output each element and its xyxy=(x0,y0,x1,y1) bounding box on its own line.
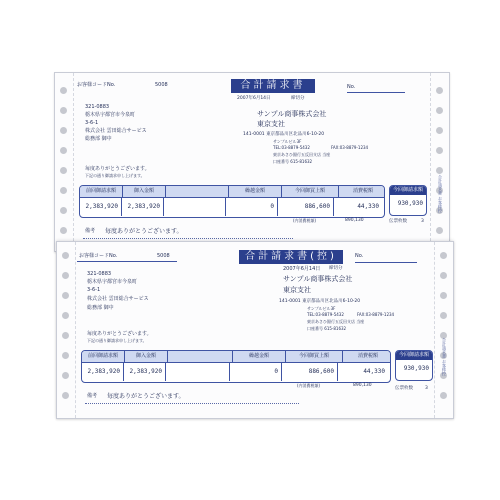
header-current-purchases: 今回御買上額 xyxy=(286,351,343,362)
feed-hole xyxy=(436,87,443,94)
feed-hole xyxy=(62,312,69,319)
recipient-address-2: 3-6-1 xyxy=(85,120,99,126)
issuer-bank: 東京あさひ銀行五反田支店 当座 xyxy=(273,152,331,157)
greeting-message: 毎度ありがとうございます。 xyxy=(87,331,152,337)
issuer-building: サンプルビル3F xyxy=(307,306,336,311)
header-previous-balance: 前回御請求額 xyxy=(80,186,123,197)
header-blank xyxy=(168,351,233,362)
issuer-fax: FAX:03-8879-1234 xyxy=(357,312,395,317)
header-blank xyxy=(166,186,229,197)
total-billed-box xyxy=(395,350,433,381)
feed-hole xyxy=(60,87,67,94)
invoice-no-line xyxy=(355,262,417,263)
customer-code: 5008 xyxy=(155,82,168,88)
value-current-purchases: 886,600 xyxy=(278,198,334,216)
issuer-address: 141-0001 東京都品川区北品川6-10-20 xyxy=(279,299,361,304)
value-previous-balance: 2,383,920 xyxy=(82,363,124,381)
invoice-no-label: No. xyxy=(347,84,356,90)
feed-hole xyxy=(436,107,443,114)
amount-table xyxy=(79,185,385,218)
feed-hole xyxy=(60,207,67,214)
feed-hole xyxy=(62,272,69,279)
feed-hole xyxy=(60,127,67,134)
remarks-label: 備考 xyxy=(87,393,98,399)
amount-table xyxy=(81,350,391,383)
remarks-line xyxy=(83,238,293,239)
value-carried-over: 0 xyxy=(226,198,278,216)
invoice-no-label: No. xyxy=(355,253,364,259)
issuer-company: サンプル商事株式会社 xyxy=(283,275,353,283)
issuer-fax: FAX:03-8879-1234 xyxy=(331,145,369,150)
feed-hole xyxy=(440,252,447,259)
header-carried-over: 繰越金額 xyxy=(229,186,282,197)
value-blank xyxy=(166,363,230,381)
value-blank xyxy=(164,198,226,216)
feed-hole xyxy=(60,167,67,174)
total-billed-label: 今回御請求額 xyxy=(390,186,426,195)
recipient-address-2: 3-6-1 xyxy=(87,287,101,293)
feed-hole xyxy=(440,392,447,399)
side-print-label: 合計請求書 お客様控 xyxy=(442,338,447,376)
issuer-building: サンプルビル3F xyxy=(273,139,302,144)
feed-hole xyxy=(436,167,443,174)
feed-hole xyxy=(62,352,69,359)
value-previous-balance: 2,383,920 xyxy=(80,198,122,216)
issuer-branch: 東京支社 xyxy=(283,286,311,294)
tax-note-value: 890,130 xyxy=(353,383,372,388)
feed-hole xyxy=(440,272,447,279)
tractor-strip-left xyxy=(55,73,74,251)
header-carried-over: 繰越金額 xyxy=(233,351,286,362)
feed-hole xyxy=(440,292,447,299)
closing-date-suffix: 締切分 xyxy=(329,266,343,271)
billing-message: 下記の通り御請求申し上げます。 xyxy=(87,338,147,343)
header-current-purchases: 今回御買上額 xyxy=(282,186,339,197)
issuer-tel: TEL:03-8879-5432 xyxy=(307,312,344,317)
customer-code-line xyxy=(77,261,177,262)
feed-hole xyxy=(62,332,69,339)
feed-hole xyxy=(60,187,67,194)
value-consumption-tax: 44,330 xyxy=(357,203,379,210)
invoice-title: 合計請求書(控) xyxy=(239,250,343,264)
remarks-text: 毎度ありがとうございます。 xyxy=(107,393,185,400)
remarks-line xyxy=(85,403,299,404)
slip-count-label: 伝票枚数 xyxy=(395,386,413,391)
value-payment-received: 2,383,920 xyxy=(124,363,166,381)
recipient-address: 栃木県宇都宮市今泉町 xyxy=(87,279,138,285)
issuer-bank: 東京あさひ銀行五反田支店 当座 xyxy=(307,319,365,324)
billing-message: 下記の通り御請求申し上げます。 xyxy=(85,173,145,178)
value-consumption-tax: 44,330 xyxy=(363,368,385,375)
recipient-company: 株式会社 雲田総合サービス xyxy=(85,128,147,134)
header-consumption-tax: 消費税額 xyxy=(352,188,373,194)
header-consumption-tax: 消費税額 xyxy=(357,353,378,359)
issuer-tel: TEL:03-8879-5432 xyxy=(273,145,310,150)
side-print-label: 合計請求書 お客様控 xyxy=(438,175,443,213)
tractor-strip-right xyxy=(430,73,449,251)
feed-hole xyxy=(62,292,69,299)
value-carried-over: 0 xyxy=(230,363,282,381)
recipient-company: 株式会社 雲田総合サービス xyxy=(87,296,149,302)
tax-note-label: (内消費税額) xyxy=(293,218,317,223)
issuer-address: 141-0001 東京都品川区北品川6-10-20 xyxy=(243,132,325,137)
tax-note-label: (内消費税額) xyxy=(297,383,321,388)
amount-table-header xyxy=(82,351,390,363)
invoice-sheet-copy xyxy=(56,241,454,419)
amount-table-header xyxy=(80,186,384,198)
customer-code: 5008 xyxy=(157,253,170,259)
remarks-label: 備考 xyxy=(85,228,96,234)
tractor-strip-left xyxy=(57,242,76,418)
invoice-title: 合計請求書 xyxy=(231,79,315,93)
tractor-strip-right xyxy=(434,242,453,418)
total-billed-value: 930,930 xyxy=(403,365,429,372)
feed-hole xyxy=(436,127,443,134)
feed-hole xyxy=(62,392,69,399)
feed-hole xyxy=(62,372,69,379)
tax-note-value: 890,130 xyxy=(345,218,364,223)
slip-count-value: 3 xyxy=(425,386,428,391)
greeting-message: 毎度ありがとうございます。 xyxy=(85,166,150,172)
value-payment-received: 2,383,920 xyxy=(122,198,164,216)
amount-table-row xyxy=(82,363,390,381)
issuer-account: 口座番号 615-81632 xyxy=(307,326,347,331)
feed-hole xyxy=(436,227,443,234)
remarks-text: 毎度ありがとうございます。 xyxy=(105,228,183,235)
total-billed-value: 930,930 xyxy=(397,200,423,207)
feed-hole xyxy=(60,107,67,114)
total-billed-label: 今回御請求額 xyxy=(396,351,432,360)
feed-hole xyxy=(60,147,67,154)
closing-date-suffix: 締切分 xyxy=(291,96,305,101)
header-previous-balance: 前回御請求額 xyxy=(82,351,125,362)
feed-hole xyxy=(62,252,69,259)
recipient-postal: 321-0883 xyxy=(87,271,112,277)
closing-date: 2007年6月14日 xyxy=(237,96,271,101)
invoice-no-line xyxy=(347,92,405,93)
feed-hole xyxy=(60,227,67,234)
closing-date: 2007年6月14日 xyxy=(283,266,321,272)
feed-hole xyxy=(436,147,443,154)
recipient-dept: 総務部 御中 xyxy=(85,136,112,142)
recipient-dept: 総務部 御中 xyxy=(87,305,114,311)
slip-count-label: 伝票枚数 xyxy=(389,219,407,224)
header-payment-received: 御入金額 xyxy=(123,186,166,197)
amount-table-row xyxy=(80,198,384,216)
issuer-company: サンプル商事株式会社 xyxy=(257,110,327,118)
recipient-address: 栃木県宇都宮市今泉町 xyxy=(85,112,136,118)
total-billed-box xyxy=(389,185,427,216)
value-current-purchases: 886,600 xyxy=(282,363,338,381)
slip-count-value: 3 xyxy=(421,219,424,224)
customer-code-label: お客様コードNo. xyxy=(79,253,118,259)
header-payment-received: 御入金額 xyxy=(125,351,168,362)
invoice-sheet-original xyxy=(54,72,450,252)
issuer-branch: 東京支社 xyxy=(257,120,285,128)
recipient-postal: 321-0883 xyxy=(85,104,110,110)
customer-code-label: お客様コードNo. xyxy=(77,82,116,88)
feed-hole xyxy=(440,312,447,319)
issuer-account: 口座番号 615-81632 xyxy=(273,159,313,164)
